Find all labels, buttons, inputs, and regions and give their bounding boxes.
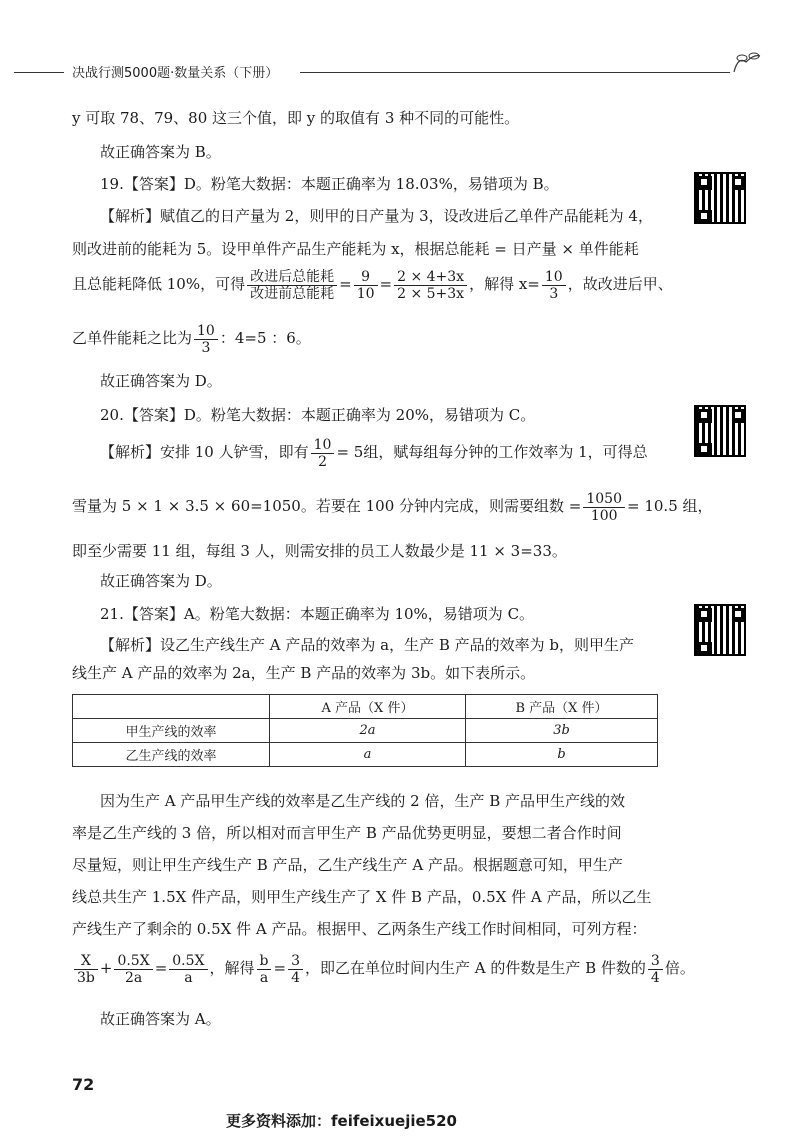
- text-span: 【解析】安排 10 人铲雪，即有: [100, 443, 309, 461]
- numerator: 3: [288, 953, 303, 970]
- denominator: a: [184, 969, 193, 986]
- text-span: = 10.5 组，: [627, 497, 713, 515]
- running-header: 决战行测5000题·数量关系（下册）: [72, 66, 279, 81]
- text-span: 且总能耗降低 10%，可得: [72, 275, 246, 293]
- table-header-cell: [73, 695, 270, 719]
- q21-answer: 21.【答案】A。粉笔大数据：本题正确率为 10%，易错项为 C。: [100, 605, 535, 623]
- numerator: 3: [648, 953, 663, 970]
- table-header-cell: A 产品（X 件）: [270, 695, 466, 719]
- numerator: 9: [354, 269, 378, 286]
- text-span: ，即乙在单位时间内生产 A 的件数是生产 B 件数的: [304, 959, 646, 977]
- denominator: 4: [650, 969, 660, 986]
- text-span: = 5组，赋每组每分钟的工作效率为 1，可得总: [336, 443, 648, 461]
- q20-analysis-1: [100, 434, 648, 470]
- denominator: 3b: [77, 969, 95, 986]
- q21-paragraph-2: 率是乙生产线的 3 倍，所以相对而言甲生产 B 产品优势更明显，要想二者合作时间: [72, 824, 622, 842]
- q21-paragraph-1: 因为生产 A 产品甲生产线的效率是乙生产线的 2 倍，生产 B 产品甲生产线的效: [100, 792, 626, 810]
- fraction: [394, 269, 467, 302]
- table-cell: 甲生产线的效率: [73, 719, 270, 743]
- numerator: 改进后总能耗: [247, 269, 337, 286]
- text-span: ，解得: [209, 959, 255, 977]
- table-row: [73, 719, 658, 743]
- q21-analysis-2: 线生产 A 产品的效率为 2a，生产 B 产品的效率为 3b。如下表所示。: [72, 664, 536, 682]
- qr-code-icon[interactable]: [694, 604, 746, 656]
- table-header-cell: B 产品（X 件）: [466, 695, 658, 719]
- text-span: ，故改进后甲、: [567, 275, 673, 293]
- text-line: y 可取 78、79、80 这三个值，即 y 的取值有 3 种不同的可能性。: [72, 109, 520, 127]
- table-cell: b: [466, 743, 658, 767]
- q20-analysis-3: 即至少需要 11 组，每组 3 人，则需安排的员工人数最少是 11 × 3=33。: [72, 542, 567, 560]
- sprout-icon: [728, 48, 764, 78]
- q19-analysis-4: [72, 320, 311, 356]
- numerator: 0.5X: [114, 953, 152, 970]
- fraction: [311, 437, 335, 470]
- q19-analysis-1: 【解析】赋值乙的日产量为 2，则甲的日产量为 3，设改进后乙单件产品能耗为 4，: [100, 207, 653, 225]
- header-rule-left: [14, 72, 64, 73]
- denominator: 2: [318, 453, 327, 470]
- denominator: 10: [356, 285, 375, 302]
- denominator: 4: [291, 969, 300, 986]
- equals: =: [339, 275, 352, 293]
- equals: =: [379, 275, 393, 293]
- table-header-row: [73, 695, 658, 719]
- qr-code-icon[interactable]: [694, 405, 746, 457]
- text-span: 雪量为 5 × 1 × 3.5 × 60=1050。若要在 100 分钟内完成，则需要组数 =: [72, 497, 582, 515]
- numerator: 0.5X: [169, 953, 207, 970]
- table-row: [73, 743, 658, 767]
- fraction: [114, 953, 152, 986]
- conclusion-line: 故正确答案为 A。: [100, 1010, 221, 1028]
- fraction: [194, 323, 218, 356]
- table-cell: a: [270, 743, 466, 767]
- q21-paragraph-4: 线总共生产 1.5X 件产品，则甲生产线生产了 X 件 B 产品，0.5X 件 A 产品，所以乙生: [72, 888, 652, 906]
- qr-code-icon[interactable]: [694, 172, 746, 224]
- header-rule-right: [300, 72, 730, 73]
- equals: =: [154, 959, 168, 977]
- q20-analysis-2: [72, 488, 713, 524]
- page-number: 72: [72, 1075, 95, 1094]
- numerator: 1050: [583, 491, 625, 508]
- q19-analysis-2: 则改进前的能耗为 5。设甲单件产品生产能耗为 x，根据总能耗 = 日产量 × 单件能耗: [72, 240, 639, 258]
- denominator: 100: [590, 507, 618, 524]
- fraction: [74, 953, 98, 986]
- footer-note: 更多资料添加：feifeixuejie520: [226, 1112, 457, 1130]
- numerator: X: [74, 953, 98, 970]
- fraction: [542, 269, 566, 302]
- denominator: 2a: [124, 969, 143, 986]
- conclusion-line: 故正确答案为 D。: [100, 372, 222, 390]
- conclusion-line: 故正确答案为 D。: [100, 572, 222, 590]
- fraction: [288, 953, 303, 986]
- q21-paragraph-5: 产线生产了剩余的 0.5X 件 A 产品。根据甲、乙两条生产线工作时间相同，可列方程：: [72, 920, 647, 938]
- conclusion-line: 故正确答案为 B。: [100, 143, 221, 161]
- efficiency-table: [72, 694, 658, 767]
- q19-analysis-3: [72, 266, 673, 302]
- table-cell: 3b: [466, 719, 658, 743]
- fraction: [247, 269, 337, 302]
- fraction: [257, 953, 272, 986]
- fraction: [354, 269, 378, 302]
- denominator: 3: [201, 339, 211, 356]
- numerator: 10: [194, 323, 218, 340]
- q19-answer: 19.【答案】D。粉笔大数据：本题正确率为 18.03%，易错项为 B。: [100, 175, 559, 193]
- text-span: 倍。: [664, 959, 695, 977]
- text-span: 乙单件能耗之比为: [72, 329, 193, 347]
- numerator: 10: [542, 269, 566, 286]
- table-cell: 乙生产线的效率: [73, 743, 270, 767]
- table-cell: 2a: [270, 719, 466, 743]
- numerator: b: [257, 953, 272, 970]
- fraction: [583, 491, 625, 524]
- denominator: 2 × 5+3x: [397, 285, 465, 302]
- numerator: 10: [311, 437, 335, 454]
- q21-paragraph-3: 尽量短，则让甲生产线生产 B 产品，乙生产线生产 A 产品。根据题意可知，甲生产: [72, 856, 623, 874]
- q20-answer: 20.【答案】D。粉笔大数据：本题正确率为 20%，易错项为 C。: [100, 406, 536, 424]
- numerator: 2 × 4+3x: [394, 269, 467, 286]
- q21-analysis-1: 【解析】设乙生产线生产 A 产品的效率为 a，生产 B 产品的效率为 b，则甲生产: [100, 636, 635, 654]
- equals: =: [273, 959, 287, 977]
- fraction: [169, 953, 207, 986]
- text-span: ，解得 x=: [469, 275, 540, 293]
- denominator: 改进前总能耗: [250, 285, 335, 302]
- denominator: a: [259, 969, 269, 986]
- denominator: 3: [549, 285, 559, 302]
- plus: +: [99, 959, 113, 977]
- text-span: ：4=5 ：6。: [219, 329, 311, 347]
- q21-equation: [72, 948, 695, 988]
- fraction: [648, 953, 663, 986]
